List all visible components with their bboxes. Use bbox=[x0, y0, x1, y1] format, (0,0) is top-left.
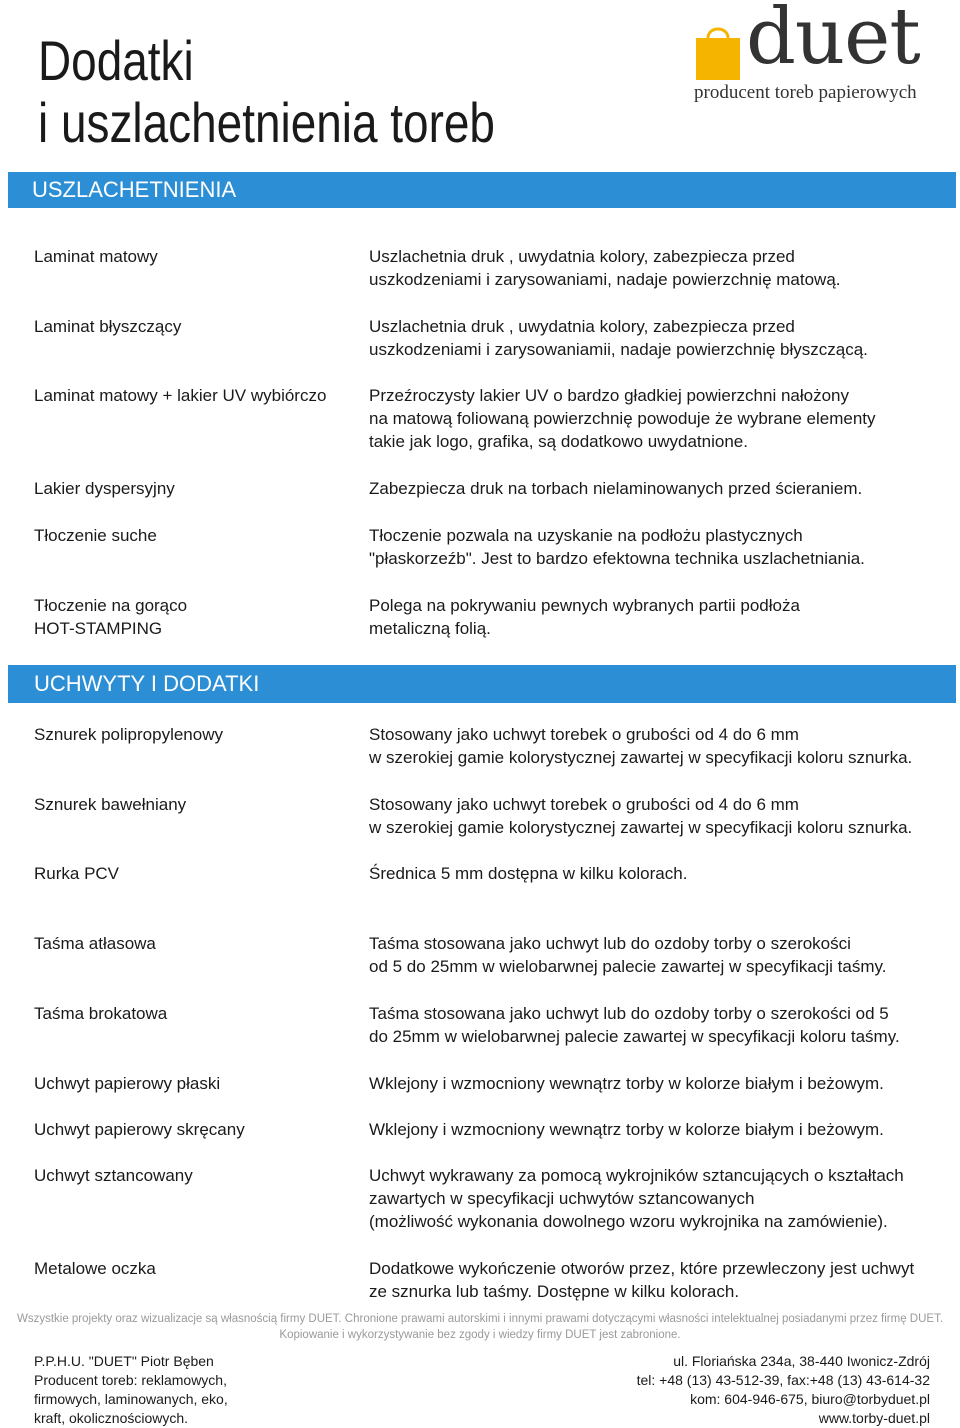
item-description: Uchwyt wykrawany za pomocą wykrojników sztancujących o kształtach zawartych w specyfikacji uchwytów sztancowanych (możliwość wykonania dowolnego wzoru wykrojnika na zamówienie). bbox=[369, 1166, 904, 1231]
item-description: Dodatkowe wykończenie otworów przez, które przewleczony jest uchwyt ze sznurka lub taśmy. Dostępne w kilku kolorach. bbox=[369, 1259, 915, 1301]
item-name: Laminat matowy + lakier UV wybiórczo bbox=[34, 386, 327, 405]
mobile-email[interactable]: kom: 604-946-675, biuro@torbyduet.pl bbox=[690, 1391, 930, 1407]
item-description: Przeźroczysty lakier UV o bardzo gładkiej powierzchni nałożony na matową foliowaną powierzchnię powoduje że wybrane elementy takie jak logo, grafika, są dodatkowo uwydatnione. bbox=[369, 386, 876, 451]
item-name: Metalowe oczka bbox=[34, 1259, 156, 1278]
website-link[interactable]: www.torby-duet.pl bbox=[818, 1410, 930, 1426]
item-description: Taśma stosowana jako uchwyt lub do ozdoby torby o szerokości od 5 do 25mm w wielobarwnej palecie zawartej w specyfikacji koloru taśmy. bbox=[369, 1004, 900, 1046]
item-description: Polega na pokrywaniu pewnych wybranych partii podłoża metaliczną folią. bbox=[369, 596, 800, 638]
logo-wordmark: duet bbox=[746, 0, 920, 82]
item-name: Lakier dyspersyjny bbox=[34, 479, 175, 498]
page-title bbox=[38, 30, 495, 154]
item-name: Sznurek bawełniany bbox=[34, 795, 187, 814]
item-description: Stosowany jako uchwyt torebek o grubości od 4 do 6 mm w szerokiej gamie kolorystycznej zawartej w specyfikacji koloru sznurka. bbox=[369, 795, 913, 837]
duet-logo bbox=[692, 0, 948, 104]
page-title-line-1: Dodatki bbox=[38, 29, 194, 92]
company-info: P.P.H.U. "DUET" Piotr Bęben Producent toreb: reklamowych, firmowych, laminowanych, eko, kraft, okolicznościowych. bbox=[34, 1353, 228, 1426]
item-name: Tłoczenie suche bbox=[34, 526, 157, 545]
logo-tagline: producent toreb papierowych bbox=[694, 82, 917, 103]
item-description: Tłoczenie pozwala na uzyskanie na podłożu plastycznych "płaskorzeźb". Jest to bardzo efektowna technika uszlachetniania. bbox=[369, 526, 865, 568]
item-name: Uchwyt papierowy skręcany bbox=[34, 1120, 245, 1139]
shopping-bag-icon bbox=[694, 22, 742, 80]
item-name: Uchwyt papierowy płaski bbox=[34, 1074, 221, 1093]
item-description: Stosowany jako uchwyt torebek o grubości od 4 do 6 mm w szerokiej gamie kolorystycznej zawartej w specyfikacji koloru sznurka. bbox=[369, 725, 913, 767]
item-name: Laminat matowy bbox=[34, 247, 158, 266]
address: ul. Floriańska 234a, 38-440 Iwonicz-Zdrój bbox=[673, 1353, 930, 1369]
item-description: Średnica 5 mm dostępna w kilku kolorach. bbox=[369, 864, 688, 883]
item-description: Uszlachetnia druk , uwydatnia kolory, zabezpiecza przed uszkodzeniami i zarysowaniami, nadaje powierzchnię matową. bbox=[369, 247, 841, 289]
item-description: Taśma stosowana jako uchwyt lub do ozdoby torby o szerokości od 5 do 25mm w wielobarwnej palecie zawartej w specyfikacji taśmy. bbox=[369, 934, 887, 976]
item-description: Wklejony i wzmocniony wewnątrz torby w kolorze białym i beżowym. bbox=[369, 1120, 884, 1139]
phone-fax: tel: +48 (13) 43-512-39, fax:+48 (13) 43-614-32 bbox=[636, 1372, 930, 1388]
section-heading-uchwyty-i-dodatki: UCHWYTY I DODATKI bbox=[8, 665, 956, 703]
item-name: Rurka PCV bbox=[34, 864, 120, 883]
item-description: Wklejony i wzmocniony wewnątrz torby w kolorze białym i beżowym. bbox=[369, 1074, 884, 1093]
item-name: Tłoczenie na gorąco HOT-STAMPING bbox=[34, 596, 188, 638]
item-description: Zabezpiecza druk na torbach nielaminowanych przed ścieraniem. bbox=[369, 479, 863, 498]
copyright-notice: Wszystkie projekty oraz wizualizacje są własnością firmy DUET. Chronione prawami autorskimi i innymi prawami dotyczącymi własności intelektualnej posiadanymi przez firmę DUET. Kopiowanie i wykorzystywanie bez zgody i wiedzy firmy DUET jest zabronione. bbox=[16, 1313, 944, 1341]
section-heading-uszlachetnienia: USZLACHETNIENIA bbox=[8, 172, 956, 208]
item-name: Taśma atłasowa bbox=[34, 934, 156, 953]
item-name: Sznurek polipropylenowy bbox=[34, 725, 223, 744]
item-name: Uchwyt sztancowany bbox=[34, 1166, 193, 1185]
contact-info bbox=[637, 1352, 930, 1428]
page-title-line-2: i uszlachetnienia toreb bbox=[38, 91, 495, 154]
item-name: Taśma brokatowa bbox=[34, 1004, 168, 1023]
item-description: Uszlachetnia druk , uwydatnia kolory, zabezpiecza przed uszkodzeniami i zarysowaniamii, nadaje powierzchnię błyszczącą. bbox=[369, 317, 868, 359]
item-name: Laminat błyszczący bbox=[34, 317, 182, 336]
